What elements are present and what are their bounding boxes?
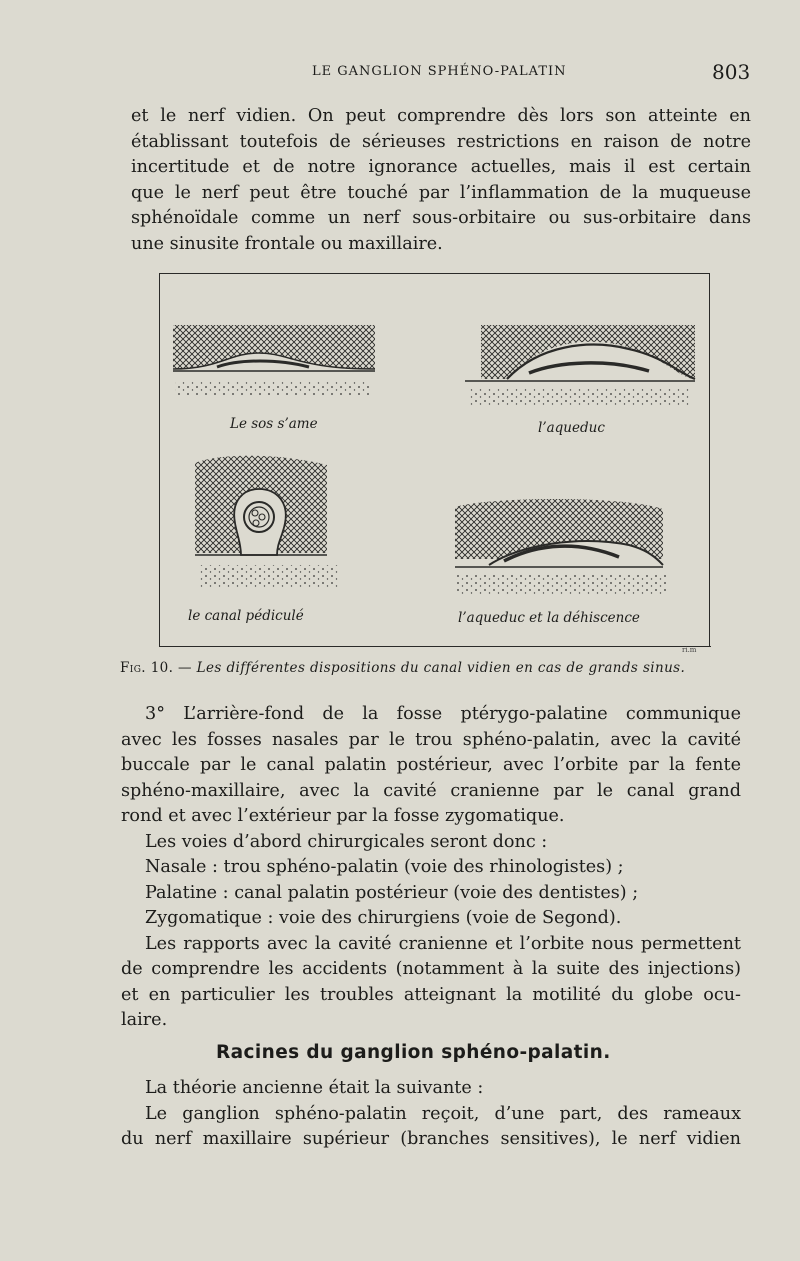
text-line: sphéno-maxillaire, avec la cavité cranienne par le canal grand [121,780,741,801]
text-line: sphénoïdale comme un nerf sous-orbitaire ou sus-orbitaire dans [131,208,751,228]
diagram-top-left [173,325,375,395]
text-line: laire. [121,1010,168,1030]
diagram-bottom-right [455,499,667,595]
paragraph-1 [131,104,751,257]
section-heading: Racines du ganglion sphéno-palatin. [216,1042,611,1063]
text-line: avec les fosses nasales par le trou sphéno-palatin, avec la cavité [121,729,741,750]
text-line: et en particulier les troubles atteignant la motilité du globe ocu- [121,984,741,1005]
text-line: Zygomatique : voie des chirurgiens (voie de Segond). [145,908,622,928]
text-line: et le nerf vidien. On peut comprendre dès lors son atteinte en [131,106,751,126]
paragraph-2 [121,702,741,1034]
text-line: Palatine : canal palatin postérieur (voie des dentistes) ; [145,882,639,903]
text-line: que le nerf peut être touché par l’inflammation de la muqueuse [131,182,751,203]
figure-corner-mark: ri.m [682,646,697,654]
figure-caption [120,660,685,676]
text-line: Les voies d’abord chirurgicales seront donc : [145,831,548,852]
text-line: une sinusite frontale ou maxillaire. [131,233,443,254]
figure-label-top-right: l’aqueduc [538,420,605,436]
figure-caption-text: Les différentes dispositions du canal vidien en cas de grands sinus. [196,660,686,676]
figure-label-bottom-left: le canal pédiculé [188,608,304,624]
diagram-top-right [465,325,695,406]
running-title: LE GANGLION SPHÉNO-PALATIN [312,64,567,79]
text-line: du nerf maxillaire supérieur (branches sensitives), le nerf vidien [121,1129,741,1149]
text-line: Les rapports avec la cavité cranienne et l’orbite nous permettent [145,933,741,954]
paragraph-3 [121,1076,741,1153]
figure-number: Fig. 10. — [120,660,192,676]
figure-label-top-left: Le sos s’ame [230,416,318,432]
text-line: Nasale : trou sphéno-palatin (voie des rhinologistes) ; [145,857,624,877]
text-line: rond et avec l’extérieur par la fosse zygomatique. [121,806,565,826]
figure-illustration [159,273,710,647]
text-line: de comprendre les accidents (notamment à la suite des injections) [121,959,741,979]
text-line: 3° L’arrière-fond de la fosse ptérygo-palatine communique [145,704,741,724]
text-line: Le ganglion sphéno-palatin reçoit, d’une part, des rameaux [145,1103,741,1124]
text-line: établissant toutefois de sérieuses restrictions en raison de notre [131,131,751,152]
diagram-bottom-left [195,456,339,589]
text-line: buccale par le canal palatin postérieur, avec l’orbite par la fente [121,755,741,775]
text-line: incertitude et de notre ignorance actuelles, mais il est certain [131,157,751,177]
text-line: La théorie ancienne était la suivante : [145,1078,484,1098]
page-number: 803 [712,60,751,84]
figure-label-bottom-right: l’aqueduc et la déhiscence [458,610,640,626]
